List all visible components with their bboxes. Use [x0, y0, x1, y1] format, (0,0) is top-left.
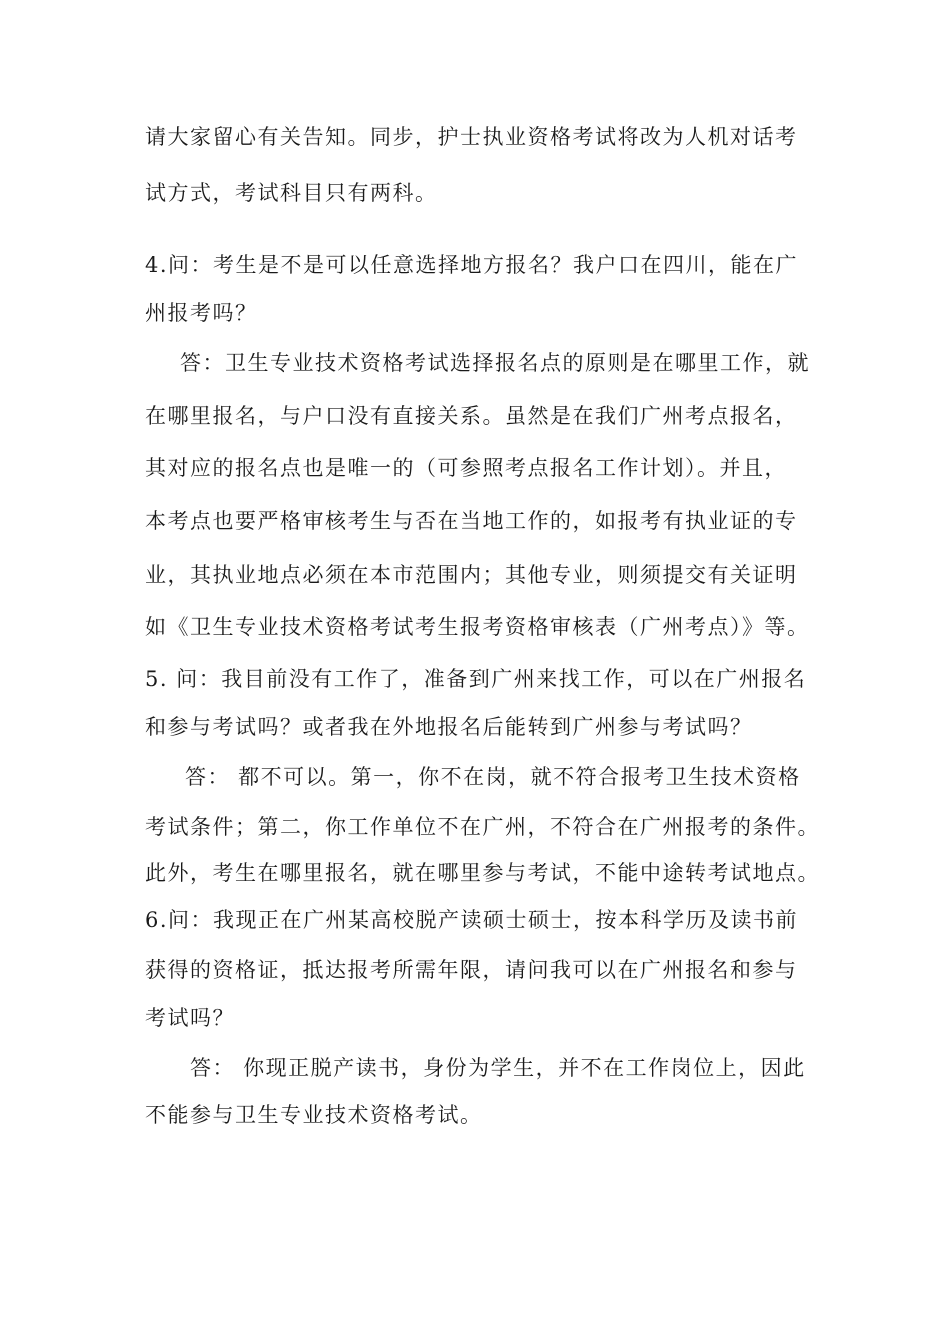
- q4-answer-line-6: 如《卫生专业技术资格考试考生报考资格审核表（广州考点）》等。: [145, 615, 810, 639]
- q4-answer-line-5: 业，其执业地点必须在本市范围内；其他专业，则须提交有关证明: [145, 563, 798, 587]
- q4-question-line-1: 4.问：考生是不是可以任意选择地方报名？我户口在四川，能在广: [145, 253, 799, 277]
- q5-answer-line-1: 答： 都不可以。第一，你不在岗，就不符合报考卫生技术资格: [185, 765, 801, 789]
- intro-line-1: 请大家留心有关告知。同步，护士执业资格考试将改为人机对话考: [145, 125, 798, 149]
- q4-answer-line-4: 本考点也要严格审核考生与否在当地工作的，如报考有执业证的专: [145, 509, 798, 533]
- intro-line-2: 试方式，考试科目只有两科。: [145, 181, 438, 205]
- q4-answer-line-2: 在哪里报名，与户口没有直接关系。虽然是在我们广州考点报名，: [145, 404, 798, 428]
- q5-question-line-1: 5. 问：我目前没有工作了，准备到广州来找工作，可以在广州报名: [145, 667, 807, 691]
- q6-question-line-1: 6.问：我现正在广州某高校脱产读硕士硕士，按本科学历及读书前: [145, 908, 799, 932]
- q5-question-line-2: 和参与考试吗？或者我在外地报名后能转到广州参与考试吗？: [145, 715, 753, 739]
- q4-question-line-2: 州报考吗？: [145, 301, 258, 325]
- q6-answer-line-1: 答： 你现正脱产读书，身份为学生，并不在工作岗位上，因此: [190, 1056, 806, 1080]
- q5-answer-line-3: 此外，考生在哪里报名，就在哪里参与考试，不能中途转考试地点。: [145, 861, 820, 885]
- q4-answer-line-3: 其对应的报名点也是唯一的（可参照考点报名工作计划）。并且，: [145, 456, 787, 480]
- q6-answer-line-2: 不能参与卫生专业技术资格考试。: [145, 1103, 483, 1127]
- q5-answer-line-2: 考试条件；第二，你工作单位不在广州，不符合在广州报考的条件。: [145, 815, 820, 839]
- q4-answer-line-1: 答：卫生专业技术资格考试选择报名点的原则是在哪里工作，就: [180, 351, 810, 375]
- q6-question-line-2: 获得的资格证，抵达报考所需年限，请问我可以在广州报名和参与: [145, 958, 798, 982]
- q6-question-line-3: 考试吗？: [145, 1006, 235, 1030]
